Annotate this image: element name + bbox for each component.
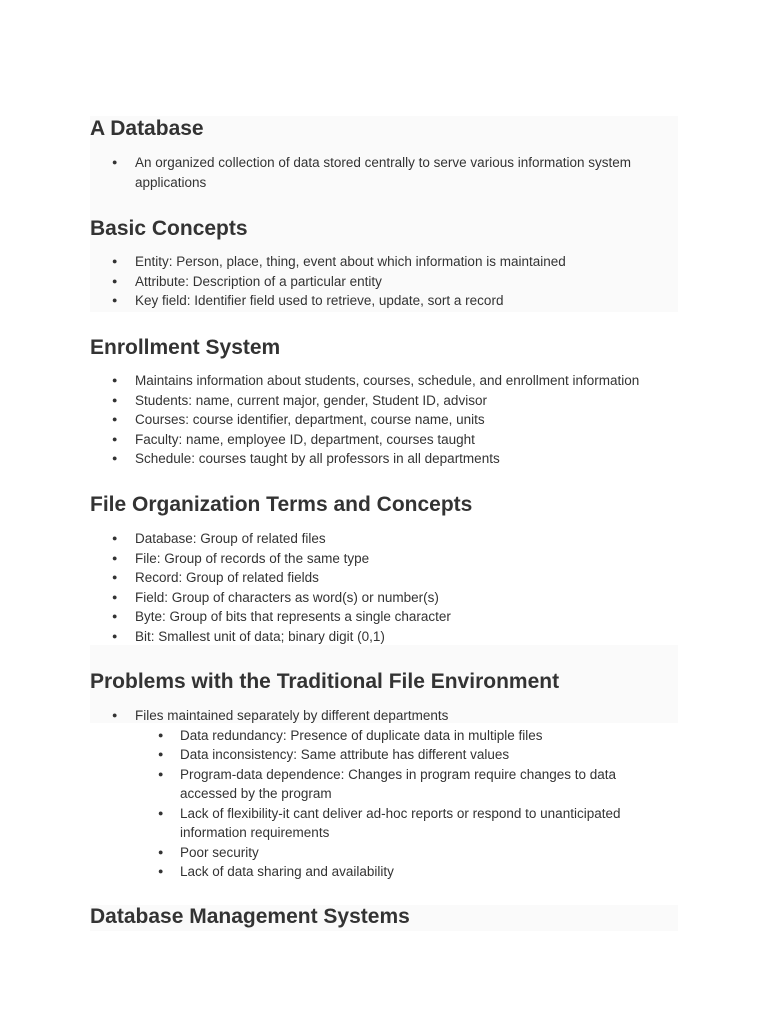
list-item: ● Faculty: name, employee ID, department, courses taught bbox=[90, 430, 710, 450]
list-item: ● Bit: Smallest unit of data; binary digit (0,1) bbox=[90, 627, 690, 647]
nested-list-item: ● Lack of flexibility-it cant deliver ad-hoc reports or respond to unanticipated information requirements bbox=[135, 804, 645, 843]
section-enrollment-system bbox=[90, 335, 690, 469]
nested-list-item: ● Program-data dependence: Changes in program require changes to data accessed by the program bbox=[135, 765, 645, 804]
list-item: ● Record: Group of related fields bbox=[90, 568, 690, 588]
list-item: ● Schedule: courses taught by all professors in all departments bbox=[90, 449, 710, 469]
list-item: ● Courses: course identifier, department, course name, units bbox=[90, 410, 710, 430]
list-item: ● Key field: Identifier field used to retrieve, update, sort a record bbox=[90, 291, 690, 311]
section-heading: Basic Concepts bbox=[90, 217, 248, 240]
nested-bullet-list bbox=[135, 726, 645, 882]
list-item: ● Files maintained separately by different departments bbox=[90, 706, 690, 726]
list-item: ● File: Group of records of the same type bbox=[90, 549, 690, 569]
nested-list-item: ● Data redundancy: Presence of duplicate data in multiple files bbox=[135, 726, 645, 746]
section-heading: A Database bbox=[90, 117, 204, 140]
bullet-list bbox=[90, 529, 690, 646]
list-item: ● Students: name, current major, gender, Student ID, advisor bbox=[90, 391, 710, 411]
list-item: ● Attribute: Description of a particular entity bbox=[90, 272, 690, 292]
section-file-organization bbox=[90, 492, 690, 646]
section-heading: File Organization Terms and Concepts bbox=[90, 493, 473, 516]
nested-list-item: ● Poor security bbox=[135, 843, 645, 863]
section-traditional-file-problems bbox=[90, 669, 690, 882]
bullet-list bbox=[90, 153, 670, 192]
section-heading: Database Management Systems bbox=[90, 905, 410, 928]
section-a-database bbox=[90, 116, 690, 192]
bullet-list bbox=[90, 371, 710, 469]
nested-list-item: ● Lack of data sharing and availability bbox=[135, 862, 645, 882]
list-item: ● Field: Group of characters as word(s) or number(s) bbox=[90, 588, 690, 608]
list-item: ● Maintains information about students, courses, schedule, and enrollment information bbox=[90, 371, 710, 391]
nested-list-item: ● Data inconsistency: Same attribute has different values bbox=[135, 745, 645, 765]
list-item: ● Database: Group of related files bbox=[90, 529, 690, 549]
section-basic-concepts bbox=[90, 216, 690, 311]
section-heading: Problems with the Traditional File Environment bbox=[90, 670, 560, 693]
list-item: ● Entity: Person, place, thing, event about which information is maintained bbox=[90, 252, 690, 272]
list-item: ● An organized collection of data stored centrally to serve various information system applications bbox=[90, 153, 670, 192]
bullet-list bbox=[90, 706, 690, 726]
section-dbms bbox=[90, 904, 690, 930]
bullet-list bbox=[90, 252, 690, 311]
section-heading: Enrollment System bbox=[90, 336, 281, 359]
list-item: ● Byte: Group of bits that represents a single character bbox=[90, 607, 690, 627]
